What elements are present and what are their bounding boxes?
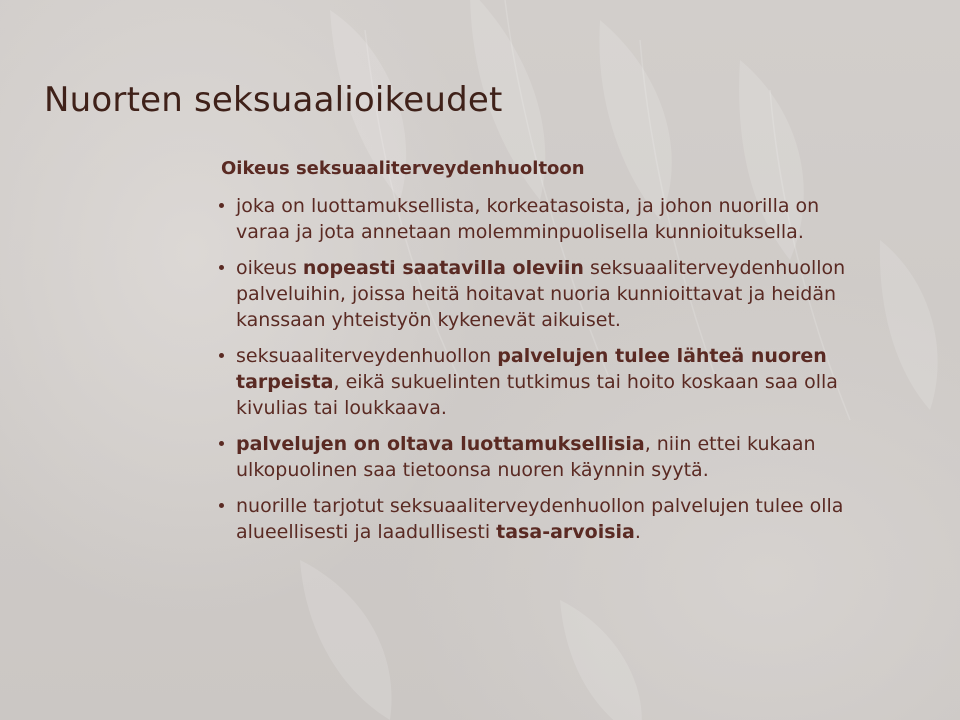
bullet-emphasis: tasa-arvoisia (496, 521, 635, 543)
bullet-emphasis: palvelujen on oltava luottamuksellisia (236, 433, 645, 455)
bullet-dot-icon (219, 353, 224, 358)
bullet-item (236, 343, 876, 421)
leaf-shape (300, 560, 392, 720)
bullet-text: . (634, 521, 641, 543)
bullet-dot-icon (219, 441, 224, 446)
bullet-item (236, 493, 876, 545)
bullet-dot-icon (219, 503, 224, 508)
slide-subtitle: Oikeus seksuaaliterveydenhuoltoon (221, 158, 585, 179)
bullet-item (236, 193, 876, 245)
bullet-text: seksuaaliterveydenhuollon palveluihin, joissa heitä hoitavat nuoria kunnioittavat ja heidän kanssaan yhteistyön kykenevät aikuiset. (236, 257, 846, 331)
bullet-text: seksuaaliterveydenhuollon (236, 345, 498, 367)
bullet-item (236, 431, 876, 483)
bullet-text: oikeus (236, 257, 303, 279)
leaf-shape (880, 240, 938, 410)
bullet-text: , eikä sukuelinten tutkimus tai hoito koskaan saa olla kivulias tai loukkaava. (236, 371, 838, 419)
bullet-emphasis: nopeasti saatavilla oleviin (302, 257, 584, 279)
bullet-text: nuorille tarjotut seksuaaliterveydenhuollon palvelujen tulee olla alueellisesti ja laadullisesti (236, 495, 844, 543)
slide-title: Nuorten seksuaalioikeudet (44, 80, 503, 120)
bullet-dot-icon (219, 203, 224, 208)
bullet-dot-icon (219, 265, 224, 270)
leaf-shape (599, 20, 671, 220)
bullet-list (236, 193, 876, 555)
leaf-shape (560, 600, 642, 720)
bullet-text: , niin ettei kukaan ulkopuolinen saa tietoonsa nuoren käynnin syytä. (236, 433, 816, 481)
bullet-emphasis: palvelujen tulee lähteä nuoren tarpeista (236, 345, 827, 393)
bullet-item (236, 255, 876, 333)
bullet-text: joka on luottamuksellista, korkeatasoista, ja johon nuorilla on varaa ja jota annetaan molemminpuolisella kunnioituksella. (236, 195, 820, 243)
